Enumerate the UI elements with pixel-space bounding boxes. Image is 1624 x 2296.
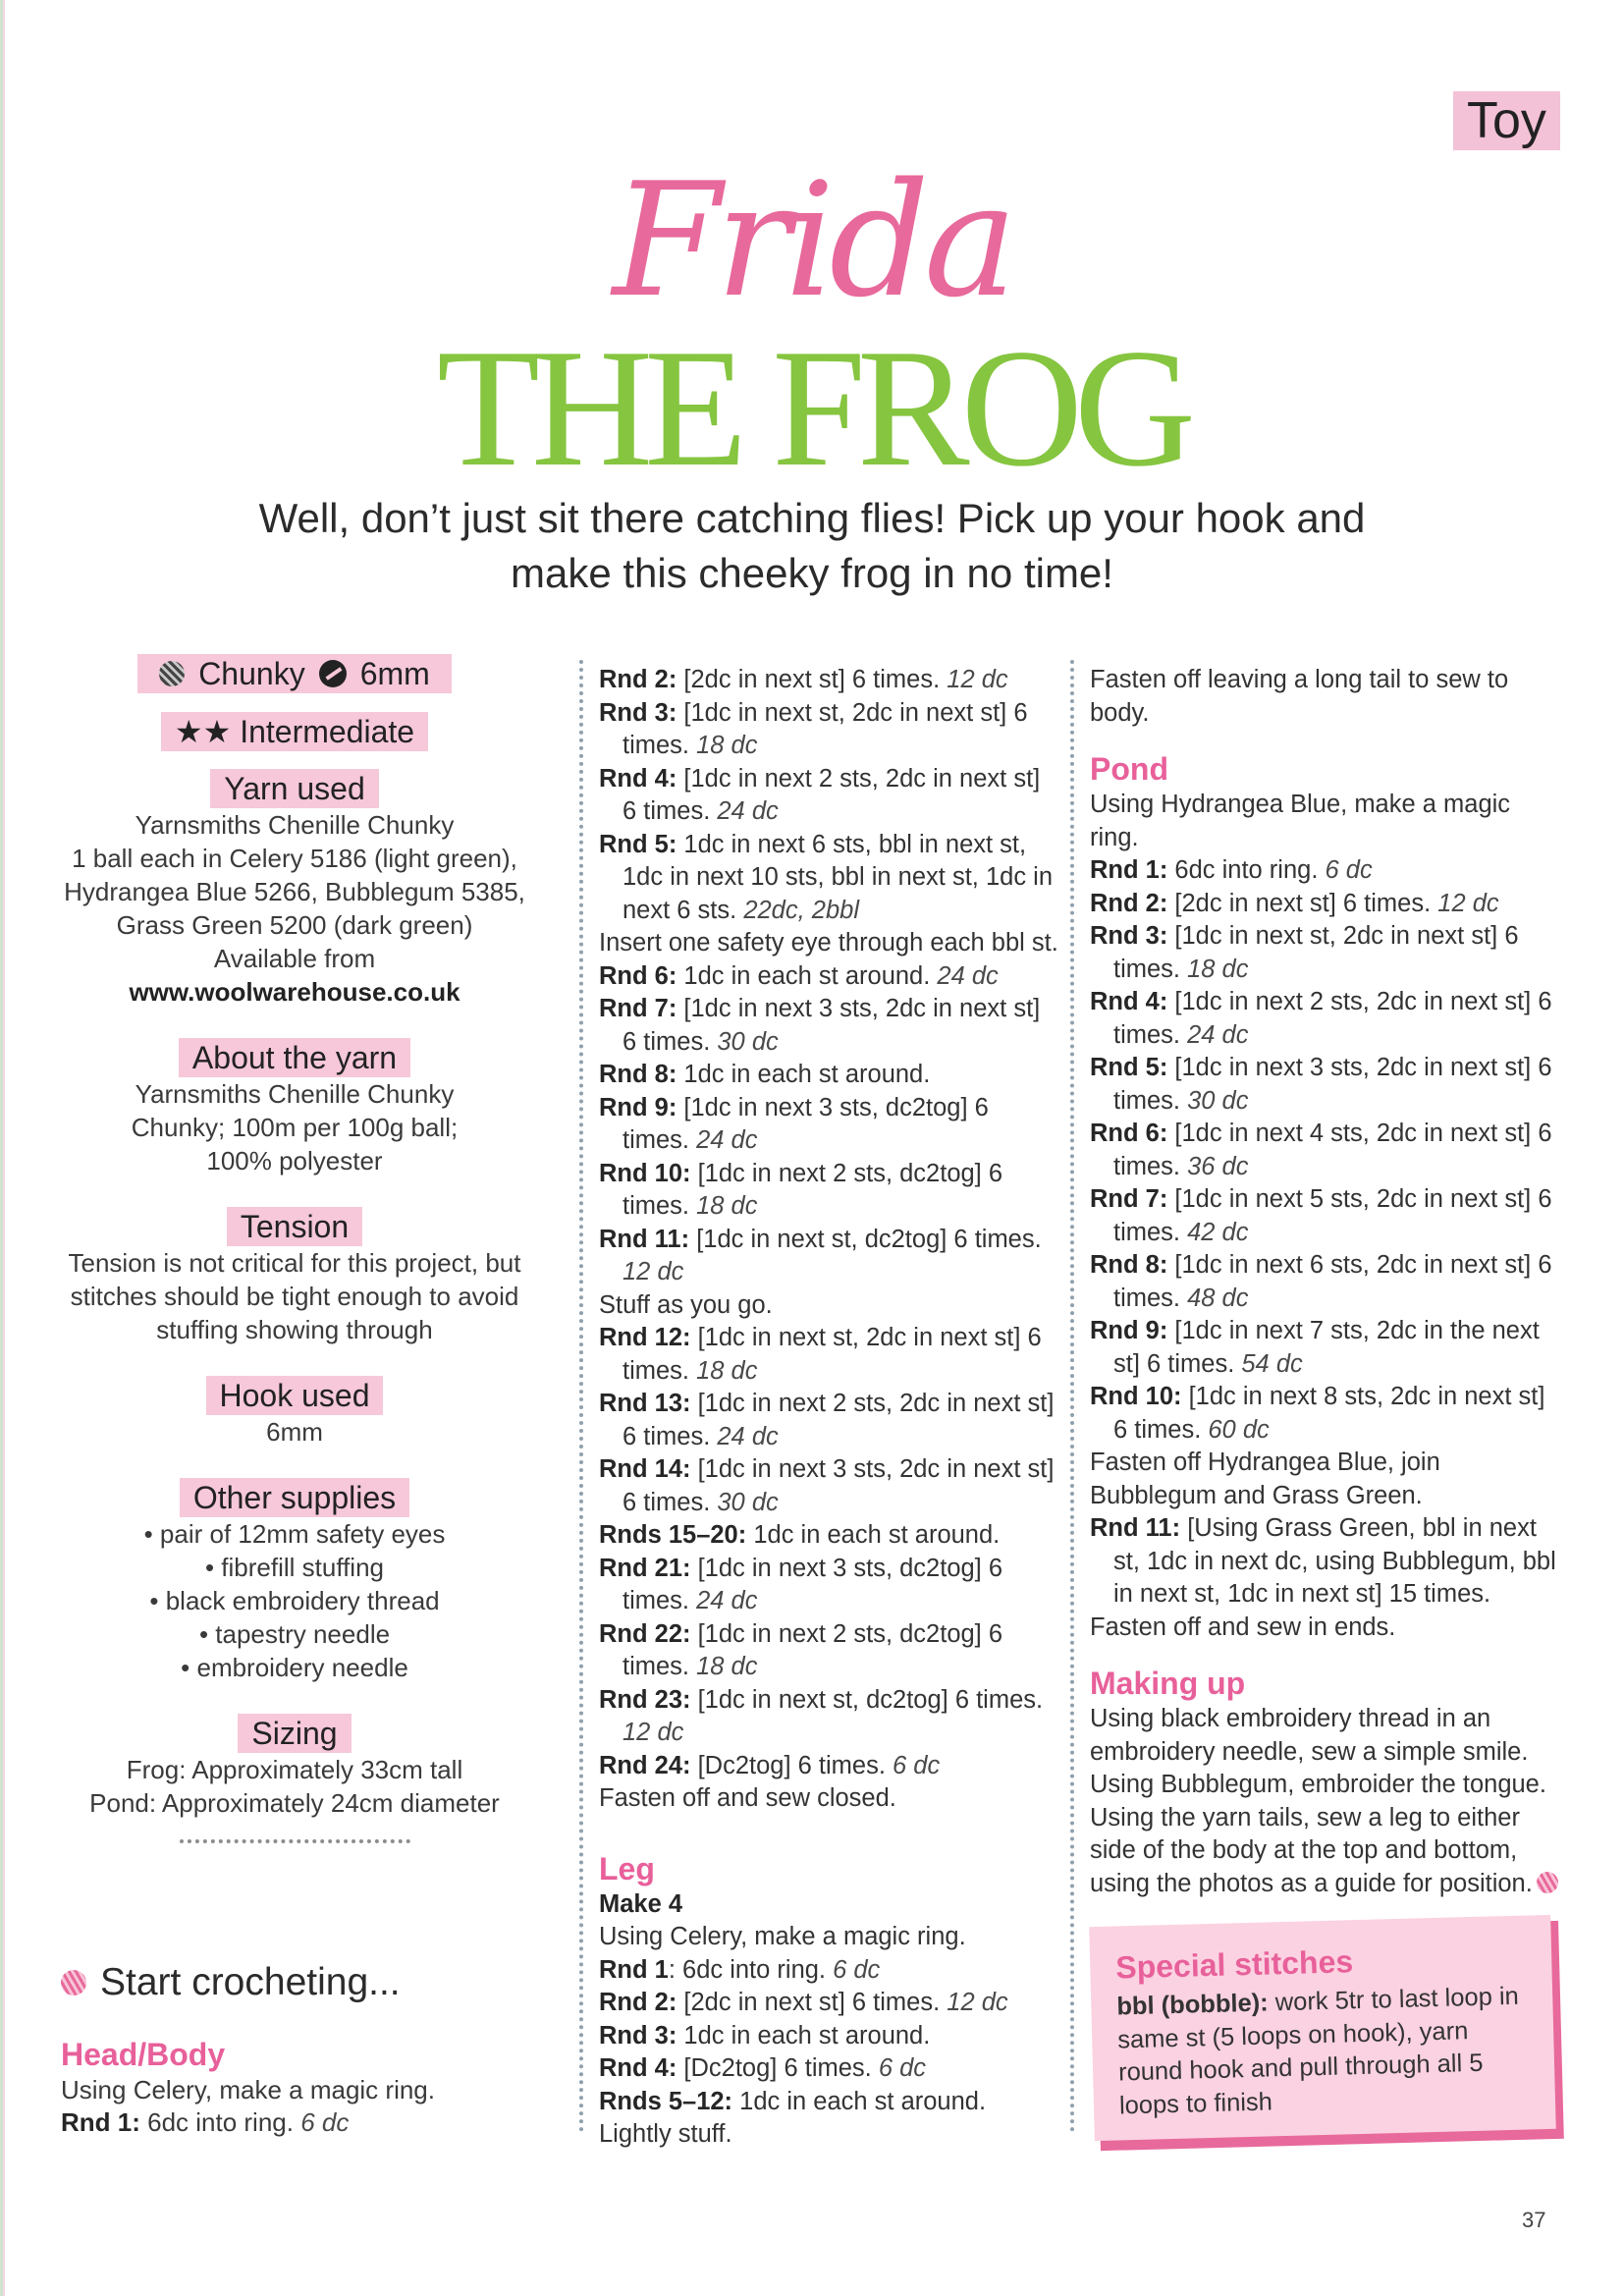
round-line: [599, 1158, 1060, 1224]
stitch-count: 6 dc: [1325, 856, 1373, 884]
round-line: [599, 2020, 1060, 2053]
round-label: Rnd 12:: [599, 1324, 691, 1351]
round-text: [1dc in next st, dc2tog] 6 times.: [689, 1225, 1042, 1253]
round-label: Rnd 1:: [1090, 856, 1168, 884]
round-line: [599, 1618, 1060, 1684]
stitch-count: 24 dc: [717, 1422, 779, 1450]
supplier-url: www.woolwarehouse.co.uk: [129, 977, 460, 1007]
pond-end: Fasten off and sew in ends.: [1090, 1613, 1396, 1641]
stitch-count: 36 dc: [1187, 1152, 1249, 1180]
round-line: [1090, 1118, 1561, 1183]
special-stitch-definition: [1116, 1981, 1530, 2123]
making-up-text: [1090, 1703, 1561, 1900]
head-body-start: [61, 2035, 532, 2139]
stitch-count: 12 dc: [947, 1989, 1008, 2016]
eye-note: Insert one safety eye through each bbl st.: [599, 929, 1058, 957]
round-label: Rnd 9:: [1090, 1317, 1168, 1344]
tension-block: [39, 1207, 550, 1346]
round-line: [1090, 1381, 1561, 1447]
round-line: [599, 829, 1060, 928]
round-line: [599, 1750, 1060, 1783]
round-text: [1dc in next st, dc2tog] 6 times.: [690, 1685, 1044, 1714]
round-text: [1dc in next 3 sts, dc2tog] 6 times.: [623, 1554, 1003, 1614]
pond-intro: Using Hydrangea Blue, make a magic ring.: [1090, 791, 1511, 851]
round-label: Rnd 7:: [599, 995, 677, 1022]
title-main: THE FROG: [436, 315, 1188, 502]
yarn-weight: Chunky: [198, 656, 305, 691]
round-line: [1090, 1315, 1561, 1381]
tension-line: stitches should be tight enough to avoid: [70, 1282, 519, 1311]
round-text: [1dc in next 3 sts, 2dc in next st] 6 times.: [623, 995, 1041, 1056]
round-line: [599, 1954, 1060, 1988]
special-stitch-text: work 5tr to last loop in same st (5 loops on hook), yarn round hook and pull through all 5 loops to finish: [1116, 1982, 1520, 2119]
round-label: Rnd 2:: [599, 666, 677, 693]
column-divider: [1070, 660, 1074, 2133]
supply-item: • tapestry needle: [198, 1619, 391, 1649]
stitch-count: 48 dc: [1187, 1284, 1249, 1312]
supply-item: • embroidery needle: [181, 1653, 408, 1682]
standfirst-line-2: make this cheeky frog in no time!: [511, 550, 1113, 596]
round-label: Rnd 7:: [1090, 1185, 1168, 1213]
round-line: [599, 1322, 1060, 1388]
tension-heading: Tension: [227, 1207, 362, 1246]
round-line: [1090, 986, 1561, 1052]
round-text: [1dc in next st, 2dc in next st] 6 times.: [623, 698, 1028, 759]
round-line: [599, 993, 1060, 1059]
round-label: Rnd 2:: [1090, 889, 1168, 917]
round-label: Rnd 4:: [599, 2054, 677, 2082]
special-stitch-term: bbl (bobble):: [1115, 1989, 1270, 2021]
yarn-used-line: Available from: [213, 944, 376, 973]
round-label: Rnd 4:: [599, 764, 677, 793]
standfirst-line-1: Well, don’t just sit there catching flies! Pick up your hook and: [258, 495, 1366, 541]
round-line: [599, 1553, 1060, 1618]
stitch-count: 18 dc: [696, 732, 758, 759]
section-tag: Toy: [1453, 91, 1560, 150]
stitch-count: 18 dc: [696, 1192, 758, 1220]
stitch-count: 24 dc: [717, 797, 779, 825]
round-label: Rnd 14:: [599, 1455, 691, 1483]
leg-heading: Leg: [599, 1850, 655, 1886]
stitch-count: 30 dc: [717, 1488, 779, 1516]
info-column: [39, 654, 550, 1843]
round-text: [1dc in next 2 sts, 2dc in next st] 6 times.: [1113, 988, 1552, 1049]
stitch-count: 24 dc: [937, 961, 999, 990]
round-label: Rnd 8:: [599, 1061, 677, 1088]
round-text: [1dc in next 6 sts, 2dc in next st] 6 times.: [1113, 1251, 1552, 1312]
start-label: Start crocheting...: [100, 1961, 401, 2003]
round-label: Rnd 1:: [61, 2107, 140, 2137]
stitch-count: 30 dc: [717, 1027, 779, 1056]
round-text: [1dc in next 2 sts, 2dc in next st] 6 times.: [623, 764, 1041, 825]
round-line: [599, 697, 1060, 763]
round-label: Rnd 11:: [599, 1225, 690, 1253]
hook-used-heading: Hook used: [206, 1376, 384, 1415]
leg-stuff: Lightly stuff.: [599, 2120, 732, 2148]
round-text: [1dc in next 2 sts, dc2tog] 6 times.: [623, 1619, 1003, 1680]
stitch-count: 60 dc: [1208, 1415, 1270, 1444]
hook-size: 6mm: [359, 656, 430, 691]
about-yarn-heading: About the yarn: [179, 1038, 410, 1077]
stitch-count: 6 dc: [300, 2107, 350, 2137]
round-label: Rnd 10:: [599, 1159, 691, 1187]
leg-make: Make 4: [599, 1889, 683, 1918]
making-up-heading: Making up: [1090, 1666, 1246, 1701]
head-body-heading: Head/Body: [61, 2037, 226, 2072]
round-text: [1dc in next 3 sts, 2dc in next st] 6 times.: [623, 1455, 1055, 1516]
hook-used-block: [39, 1376, 550, 1449]
round-text: 1dc in each st around.: [732, 2087, 987, 2115]
round-text: 1dc in each st around.: [677, 2021, 931, 2050]
round-label: Rnd 4:: [1090, 988, 1168, 1015]
crochet-hook-icon: [319, 660, 347, 687]
stitch-count: 22dc, 2bbl: [743, 896, 859, 924]
other-supplies-block: [39, 1478, 550, 1684]
round-text: [Using Grass Green, bbl in next st, 1dc in next dc, using Bubblegum, bbl in next st, 1dc in next st] 15 times.: [1113, 1514, 1556, 1608]
round-line: [599, 1059, 1060, 1092]
round-line: [599, 1388, 1060, 1453]
stitch-count: 6 dc: [833, 1955, 881, 1984]
supply-item: • fibrefill stuffing: [204, 1553, 385, 1582]
start-crocheting: [61, 1958, 401, 2007]
round-text: [1dc in next 3 sts, dc2tog] 6 times.: [623, 1093, 989, 1154]
stuff-note: Stuff as you go.: [599, 1290, 773, 1319]
round-text: [2dc in next st] 6 times.: [677, 666, 947, 693]
round-text: 6dc into ring.: [1167, 856, 1326, 884]
sizing-line: Frog: Approximately 33cm tall: [126, 1755, 463, 1784]
about-yarn-line: Yarnsmiths Chenille Chunky: [135, 1079, 455, 1109]
round-text: 1dc in each st around.: [746, 1521, 1001, 1549]
skill-level-badge: ★★ Intermediate: [161, 712, 428, 751]
hook-used-value: 6mm: [266, 1417, 323, 1447]
round-line: [599, 1224, 1060, 1289]
round-text: [1dc in next 2 sts, dc2tog] 6 times.: [623, 1159, 1003, 1220]
round-line: [599, 1092, 1060, 1158]
round-line: [599, 1453, 1060, 1519]
about-yarn-line: Chunky; 100m per 100g ball;: [131, 1113, 459, 1142]
tension-line: stuffing showing through: [156, 1315, 433, 1344]
stitch-count: 18 dc: [696, 1356, 758, 1385]
round-line: [599, 664, 1060, 697]
stitch-count: 12 dc: [947, 666, 1008, 693]
round-text: [1dc in next 3 sts, 2dc in next st] 6 times.: [1113, 1054, 1552, 1115]
standfirst: [177, 491, 1447, 601]
dotted-divider: [180, 1839, 410, 1843]
stitch-count: 12 dc: [623, 1719, 684, 1746]
round-label: Rnd 22:: [599, 1619, 691, 1648]
round-line: [599, 1684, 1060, 1750]
supply-item: • black embroidery thread: [149, 1586, 440, 1615]
round-text: 6dc into ring.: [139, 2107, 301, 2137]
round-label: Rnd 13:: [599, 1390, 691, 1417]
round-line: [599, 2086, 1060, 2119]
round-line: [1090, 1183, 1561, 1249]
yarn-used-line: Hydrangea Blue 5266, Bubblegum 5385,: [64, 877, 525, 906]
round-text: [Dc2tog] 6 times.: [677, 2054, 879, 2082]
round-line: [1090, 1052, 1561, 1118]
yarn-used-line: 1 ball each in Celery 5186 (light green),: [72, 844, 517, 873]
stitch-count: 18 dc: [696, 1653, 758, 1680]
round-label: Rnd 8:: [1090, 1251, 1168, 1279]
round-text: [Dc2tog] 6 times.: [690, 1751, 893, 1779]
head-body-intro: Using Celery, make a magic ring.: [61, 2075, 435, 2105]
special-stitches-box: [1089, 1915, 1556, 2141]
yarn-used-heading: Yarn used: [210, 769, 379, 808]
yarn-ball-icon: [61, 1970, 86, 1995]
round-label: Rnd 3:: [1090, 922, 1168, 950]
round-line: [1090, 1249, 1561, 1315]
round-label: Rnd 5:: [1090, 1054, 1168, 1081]
round-line: [1090, 888, 1561, 921]
special-stitches-heading: Special stitches: [1114, 1943, 1354, 1986]
round-text: [1dc in next st, 2dc in next st] 6 times.: [623, 1324, 1042, 1385]
round-label: Rnd 9:: [599, 1093, 677, 1121]
stitch-count: 18 dc: [1187, 955, 1249, 983]
yarn-used-line: Yarnsmiths Chenille Chunky: [135, 810, 455, 840]
round-line: [599, 763, 1060, 829]
round-text: [1dc in next 4 sts, 2dc in next st] 6 times.: [1113, 1120, 1552, 1180]
round-label: Rnd 24:: [599, 1751, 691, 1779]
round-text: [1dc in next 7 sts, 2dc in the next st] 6 times.: [1113, 1317, 1540, 1378]
stitch-count: 6 dc: [878, 2054, 927, 2082]
round-line: [599, 1987, 1060, 2020]
round-label: Rnd 1: [599, 1955, 669, 1984]
pond-heading: Pond: [1090, 751, 1168, 787]
pattern-column-2: [599, 664, 1060, 2152]
round-text: 1dc in each st around.: [677, 961, 938, 990]
round-label: Rnd 21:: [599, 1554, 691, 1582]
stitch-count: 54 dc: [1241, 1349, 1303, 1378]
stitch-count: 30 dc: [1187, 1086, 1249, 1115]
sizing-heading: Sizing: [238, 1714, 351, 1753]
pattern-column-3: [1090, 664, 1561, 1900]
round-line: [1090, 1512, 1561, 1612]
round-label: Rnds 5–12:: [599, 2087, 733, 2115]
yarn-used-block: [39, 769, 550, 1009]
round-label: Rnd 2:: [599, 1989, 677, 2016]
round-text: 1dc in each st around.: [677, 1061, 931, 1088]
round-text: : 6dc into ring.: [668, 1955, 834, 1984]
round-label: Rnd 5:: [599, 830, 677, 858]
fasten-closed: Fasten off and sew closed.: [599, 1784, 896, 1812]
round-text: [2dc in next st] 6 times.: [1167, 889, 1438, 917]
round-label: Rnd 3:: [599, 2021, 677, 2050]
page-number: 37: [1522, 2208, 1546, 2232]
about-yarn-block: [39, 1038, 550, 1177]
leg-fasten: Fasten off leaving a long tail to sew to body.: [1090, 666, 1509, 727]
sizing-line: Pond: Approximately 24cm diameter: [89, 1788, 500, 1818]
round-text: [1dc in next 5 sts, 2dc in next st] 6 times.: [1113, 1185, 1552, 1246]
tension-line: Tension is not critical for this project, but: [68, 1248, 521, 1278]
round-line: [1090, 854, 1561, 888]
title-script: Frida: [612, 148, 1012, 332]
round-label: Rnd 10:: [1090, 1383, 1182, 1410]
round-label: Rnd 3:: [599, 698, 677, 727]
round-label: Rnd 6:: [1090, 1120, 1168, 1147]
stitch-count: 24 dc: [696, 1587, 758, 1614]
stitch-count: 12 dc: [623, 1258, 684, 1285]
round-label: Rnd 11:: [1090, 1514, 1181, 1542]
round-line: [61, 2106, 532, 2139]
sizing-block: [39, 1714, 550, 1820]
round-line: [599, 1519, 1060, 1553]
other-supplies-heading: Other supplies: [180, 1478, 409, 1517]
round-label: Rnds 15–20:: [599, 1521, 747, 1549]
yarn-used-line: Grass Green 5200 (dark green): [116, 910, 473, 940]
round-line: [1090, 920, 1561, 986]
round-line: [599, 960, 1060, 994]
stitch-count: 6 dc: [893, 1751, 941, 1779]
round-text: [1dc in next 8 sts, 2dc in next st] 6 times.: [1113, 1383, 1545, 1444]
end-mark-icon: [1537, 1872, 1558, 1893]
round-line: [599, 2052, 1060, 2086]
stitch-count: 24 dc: [696, 1126, 758, 1154]
stitch-count: 42 dc: [1187, 1218, 1249, 1246]
weight-hook-badge: [137, 654, 452, 693]
pond-fasten: Fasten off Hydrangea Blue, join Bubblegum and Grass Green.: [1090, 1449, 1440, 1509]
stitch-count: 12 dc: [1437, 889, 1499, 917]
round-text: [2dc in next st] 6 times.: [677, 1989, 947, 2016]
column-divider: [579, 660, 583, 2133]
round-label: Rnd 6:: [599, 961, 677, 990]
round-text: 1dc in next 6 sts, bbl in next st, 1dc in next 10 sts, bbl in next st, 1dc in next 6 sts.: [623, 830, 1053, 924]
making-up-body: Using black embroidery thread in an embroidery needle, sew a simple smile. Using Bubblegum, embroider the tongue. Using the yarn tails, sew a leg to either side of the body at the top and bottom, using the photos as a guide for position.: [1090, 1705, 1546, 1897]
round-label: Rnd 23:: [599, 1685, 691, 1714]
about-yarn-line: 100% polyester: [206, 1146, 383, 1175]
supply-item: • pair of 12mm safety eyes: [143, 1519, 446, 1549]
round-text: [1dc in next 2 sts, 2dc in next st] 6 times.: [623, 1390, 1055, 1450]
yarn-ball-icon: [159, 661, 185, 686]
stitch-count: 24 dc: [1187, 1020, 1249, 1049]
leg-intro: Using Celery, make a magic ring.: [599, 1923, 966, 1950]
round-text: [1dc in next st, 2dc in next st] 6 times.: [1113, 922, 1519, 983]
